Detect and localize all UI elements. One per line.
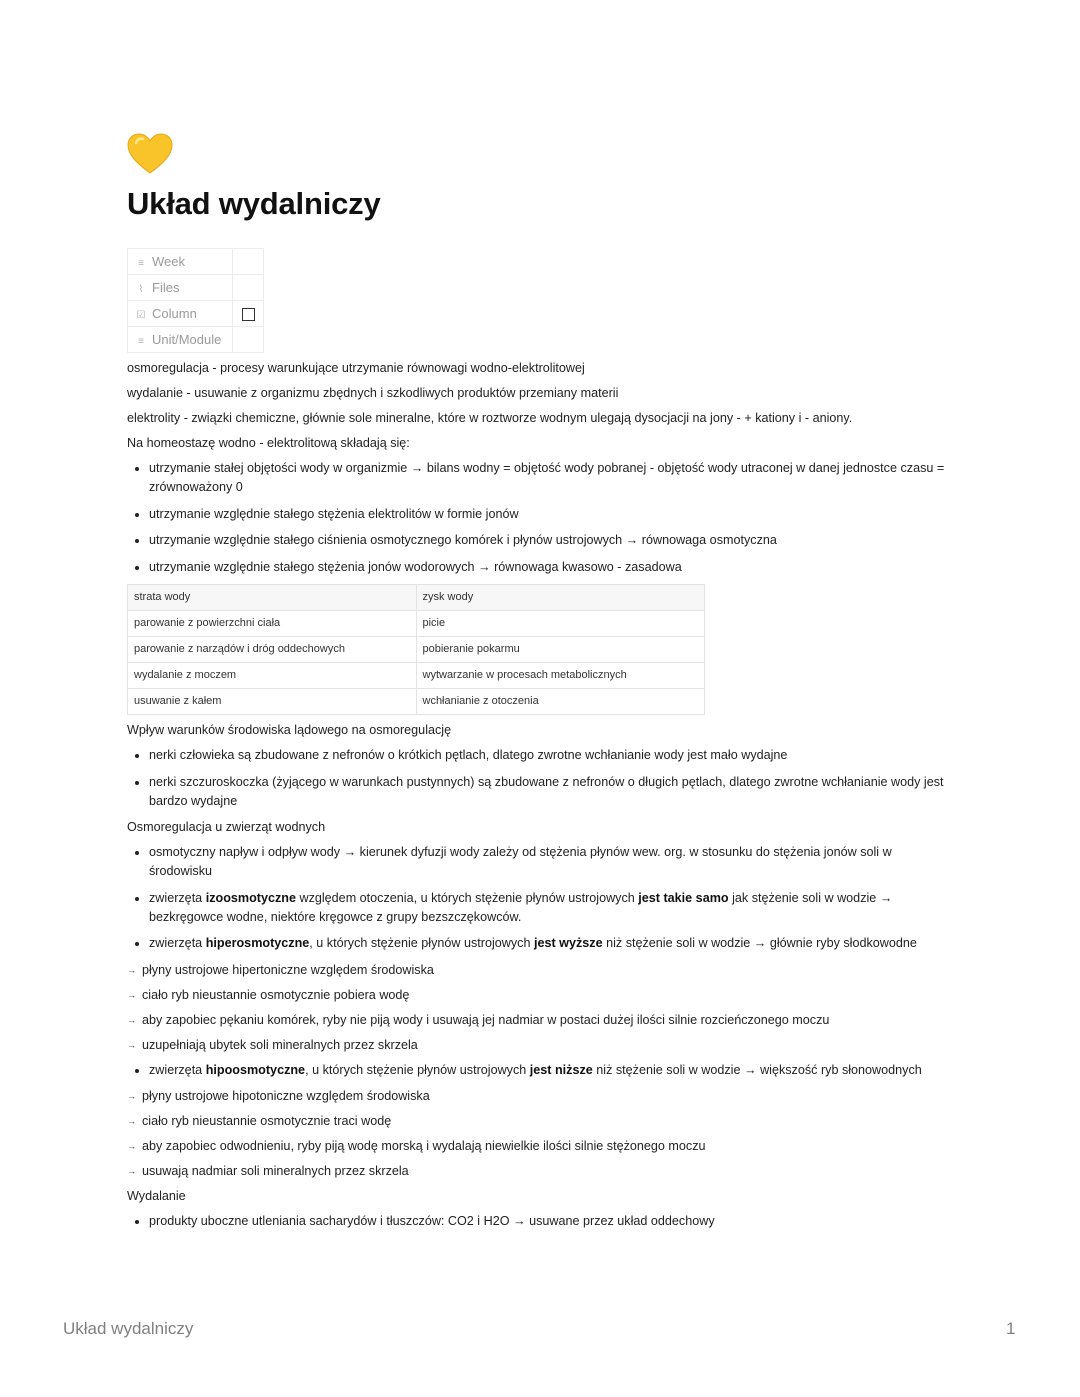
property-row-week[interactable]	[128, 249, 264, 275]
arrow-icon: →	[127, 1166, 136, 1176]
text-run: , u których stężenie płynów ustrojowych	[305, 1062, 530, 1077]
list-item: • utrzymanie względnie stałego stężenia jonów wodorowych → równowaga kwasowo - zasadowa	[149, 558, 957, 577]
list-item: • utrzymanie stałej objętości wody w organizmie → bilans wodny = objętość wody pobranej - objętość wody utraconej w danej jednostce czasu = zrównoważony 0	[149, 459, 957, 497]
arrow-line	[127, 1011, 957, 1030]
arrow-line	[127, 1137, 957, 1156]
arrow-line-text: uzupełniają ubytek soli mineralnych przez skrzela	[142, 1037, 418, 1052]
table-row	[128, 689, 705, 715]
arrow-line	[127, 1112, 957, 1131]
arrow-icon: →	[127, 1141, 136, 1151]
page-content	[127, 359, 957, 1239]
arrow-line	[127, 961, 957, 980]
text-run: jak stężenie soli w wodzie → bezkręgowce wodne, niektóre kręgowce z grupy bezszczękowców.	[149, 890, 893, 924]
list-item: • utrzymanie względnie stałego ciśnienia osmotycznego komórek i płynów ustrojowych → równowaga osmotyczna	[149, 531, 957, 550]
arrow-line-text: aby zapobiec pękaniu komórek, ryby nie piją wody i usuwają jej nadmiar w postaci dużej ilości silnie rozcieńczonego moczu	[142, 1012, 830, 1027]
table-cell: wchłanianie z otoczenia	[416, 689, 705, 715]
table-header-cell: strata wody	[128, 585, 417, 611]
homeostaza-list	[127, 459, 957, 577]
excretion-list	[127, 1212, 957, 1231]
table-row	[128, 611, 705, 637]
checkbox-property-icon: ☑	[136, 310, 146, 321]
list-item-hiperosmotyczne	[149, 934, 957, 953]
arrow-icon: →	[127, 1039, 136, 1050]
aquatic-heading: Osmoregulacja u zwierząt wodnych	[127, 820, 326, 834]
list-item: • osmotyczny napływ i odpływ wody → kierunek dyfuzji wody zależy od stężenia płynów wew. org. w stosunku do stężenia jonów soli w środowisku	[149, 843, 957, 881]
table-row	[128, 637, 705, 663]
list-item: • produkty uboczne utleniania sacharydów i tłuszczów: CO2 i H2O → usuwane przez układ oddechowy	[149, 1212, 957, 1231]
arrow-icon: →	[127, 964, 136, 975]
table-cell: wydalanie z moczem	[128, 663, 417, 689]
page-number: 1	[1006, 1319, 1016, 1338]
arrow-line-text: płyny ustrojowe hipertoniczne względem środowiska	[142, 962, 434, 977]
list-item: • nerki szczuroskoczka (żyjącego w warunkach pustynnych) są zbudowane z nefronów o długich pętlach, dlatego zwrotne wchłanianie wody jest bardzo wydajne	[149, 773, 957, 811]
land-list	[127, 746, 957, 811]
excretion-heading: Wydalanie	[127, 1189, 186, 1203]
property-label: Files	[152, 280, 180, 295]
property-value[interactable]	[233, 275, 264, 301]
property-row-column[interactable]	[128, 301, 264, 327]
text-run: niż stężenie soli w wodzie → głównie ryby słodkowodne	[602, 936, 917, 950]
land-heading: Wpływ warunków środowiska lądowego na osmoregulację	[127, 723, 452, 737]
list-icon: ≡	[138, 258, 144, 269]
property-row-files[interactable]	[128, 275, 264, 301]
arrow-line-text: ciało ryb nieustannie osmotycznie traci wodę	[142, 1114, 392, 1128]
bold-term: jest takie samo	[638, 890, 729, 905]
table-row	[128, 663, 705, 689]
arrow-line-text: aby zapobiec odwodnieniu, ryby piją wodę morską i wydalają niewielkie ilości silnie stężonego moczu	[142, 1139, 706, 1153]
property-row-unit-module[interactable]	[128, 327, 264, 353]
property-label: Column	[152, 306, 197, 321]
table-cell: pobieranie pokarmu	[416, 637, 705, 663]
list-item-izoosmotyczne	[149, 889, 957, 927]
arrow-line-text: płyny ustrojowe hipotoniczne względem środowiska	[142, 1089, 430, 1103]
aquatic-list	[127, 843, 957, 953]
text-run: względem otoczenia, u których stężenie płynów ustrojowych	[295, 890, 639, 905]
table-header-cell: zysk wody	[416, 585, 705, 611]
properties-table	[127, 248, 264, 353]
table-cell: wytwarzanie w procesach metabolicznych	[416, 663, 705, 689]
arrow-icon: →	[127, 1116, 136, 1126]
table-cell: usuwanie z kałem	[128, 689, 417, 715]
text-run: , u których stężenie płynów ustrojowych	[309, 936, 534, 950]
arrow-line	[127, 986, 957, 1005]
bold-term: hiperosmotyczne	[205, 936, 310, 950]
list-icon: ≡	[138, 336, 144, 347]
table-cell: parowanie z powierzchni ciała	[128, 611, 417, 637]
list-item-hipoosmotyczne	[149, 1061, 957, 1080]
aquatic-list-hypo	[127, 1061, 957, 1080]
arrow-line	[127, 1087, 957, 1106]
homeostaza-intro: Na homeostazę wodno - elektrolitową składają się:	[127, 436, 410, 450]
list-item: • utrzymanie względnie stałego stężenia elektrolitów w formie jonów	[149, 505, 957, 524]
arrow-icon: →	[127, 1091, 136, 1101]
text-run: niż stężenie soli w wodzie → większość ryb słonowodnych	[592, 1062, 922, 1077]
arrow-line-text: usuwają nadmiar soli mineralnych przez skrzela	[142, 1164, 409, 1178]
bold-term: izoosmotyczne	[205, 890, 296, 905]
property-label: Week	[152, 254, 185, 269]
arrow-line	[127, 1162, 957, 1181]
table-header-row	[128, 585, 705, 611]
definition-wydalanie: wydalanie - usuwanie z organizmu zbędnych i szkodliwych produktów przemiany materii	[127, 386, 619, 400]
bold-term: hipoosmotyczne	[205, 1062, 306, 1077]
text-run: zwierzęta	[149, 890, 206, 905]
paperclip-icon: ⌇	[138, 284, 144, 295]
text-run: zwierzęta	[149, 936, 206, 950]
arrow-icon: →	[127, 989, 136, 1000]
definition-elektrolity: elektrolity - związki chemiczne, głównie sole mineralne, które w roztworze wodnym ulegają dysocjacji na jony - + kationy i - aniony.	[127, 411, 853, 425]
bold-term: jest wyższe	[533, 936, 603, 950]
water-balance-table	[127, 584, 705, 715]
list-item: • nerki człowieka są zbudowane z nefronów o krótkich pętlach, dlatego zwrotne wchłanianie wody jest mało wydajne	[149, 746, 957, 765]
property-value[interactable]	[233, 327, 264, 353]
table-cell: parowanie z narządów i dróg oddechowych	[128, 637, 417, 663]
footer-title: Układ wydalniczy	[63, 1319, 194, 1338]
arrow-icon: →	[127, 1014, 136, 1025]
bold-term: jest niższe	[529, 1062, 593, 1077]
text-run: zwierzęta	[149, 1062, 206, 1077]
page-title: Układ wydalniczy	[127, 186, 381, 221]
yellow-heart-icon	[127, 133, 173, 175]
property-value[interactable]	[233, 249, 264, 275]
table-cell: picie	[416, 611, 705, 637]
column-checkbox[interactable]	[242, 308, 255, 321]
arrow-line-text: ciało ryb nieustannie osmotycznie pobiera wodę	[142, 987, 410, 1002]
property-label: Unit/Module	[152, 332, 222, 347]
arrow-line	[127, 1036, 957, 1055]
definition-osmoregulacja: osmoregulacja - procesy warunkujące utrzymanie równowagi wodno-elektrolitowej	[127, 361, 585, 375]
